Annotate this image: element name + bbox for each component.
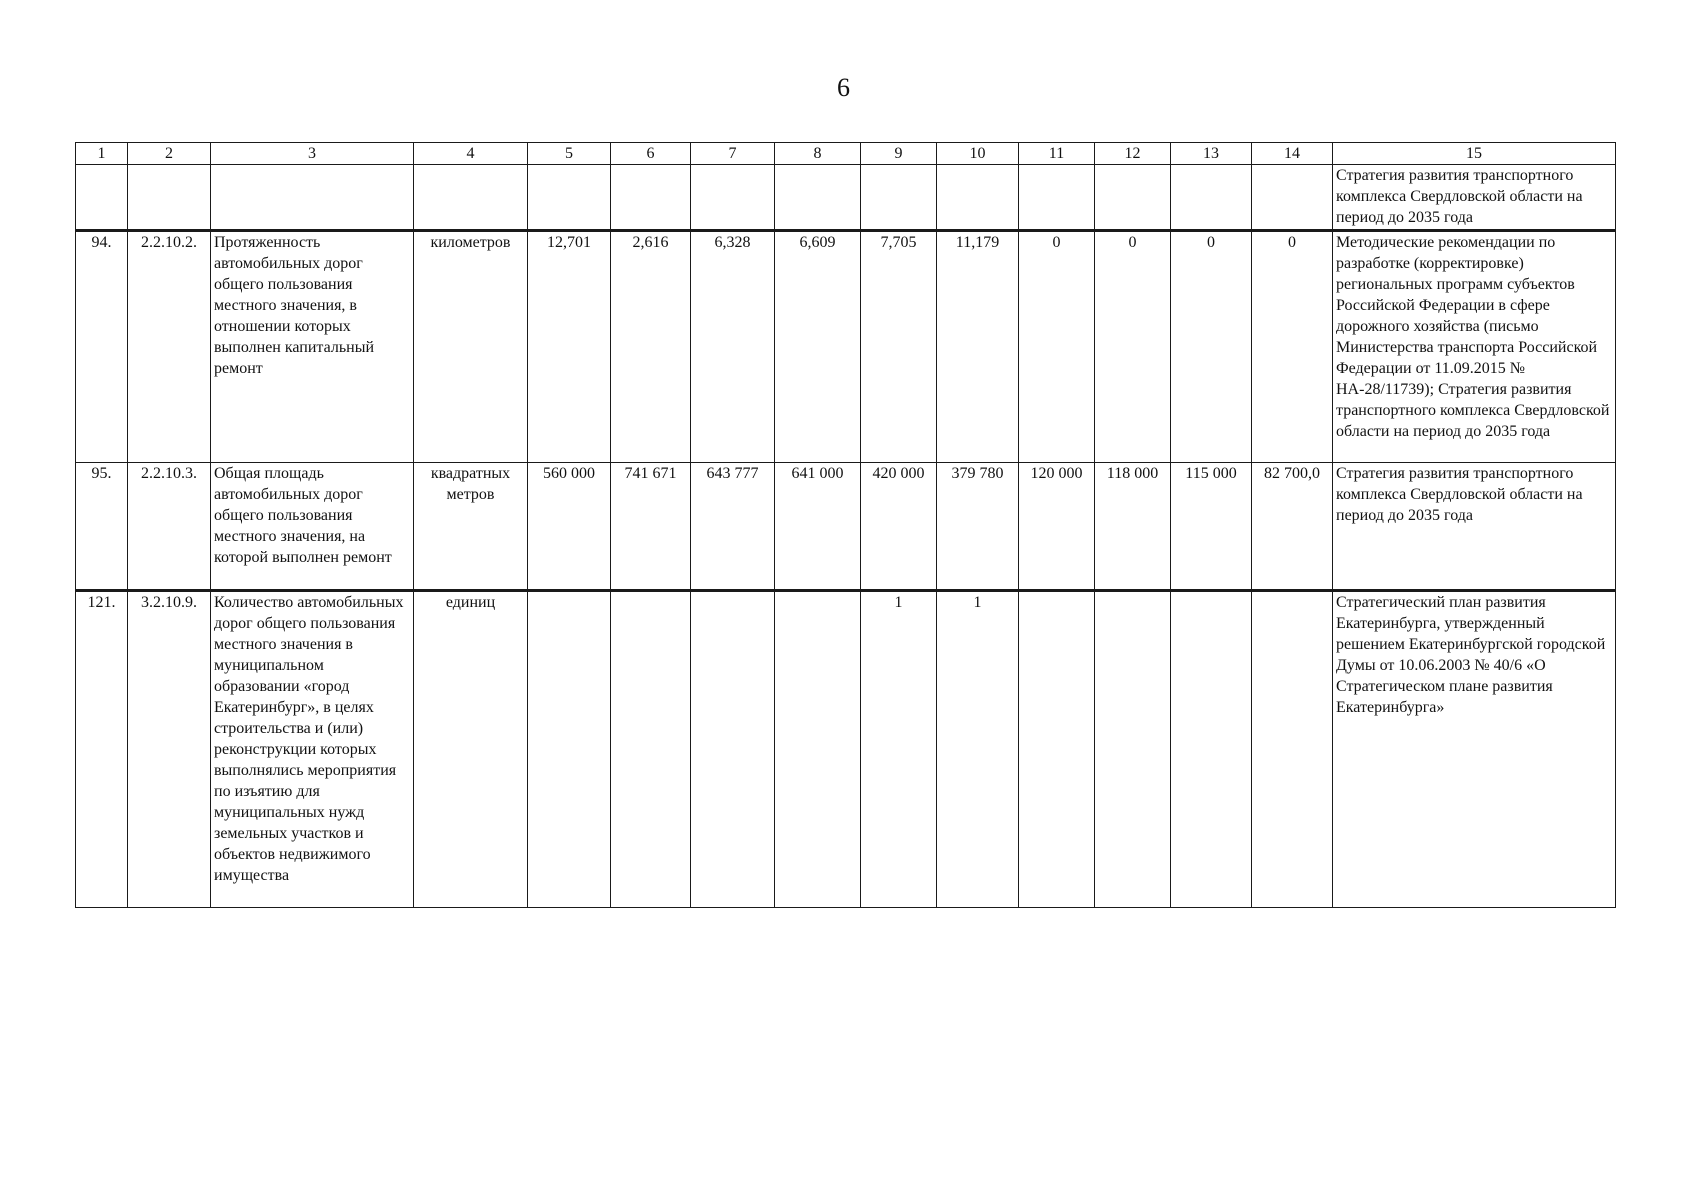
value-cell: 1 <box>861 591 937 908</box>
value-cell: 6,609 <box>775 231 861 463</box>
indicator-code: 2.2.10.2. <box>128 231 211 463</box>
value-cell: 11,179 <box>937 231 1019 463</box>
value-cell: 560 000 <box>528 463 611 591</box>
value-cell: 643 777 <box>691 463 775 591</box>
value-cell <box>691 591 775 908</box>
value-cell <box>1171 165 1252 231</box>
value-cell <box>937 165 1019 231</box>
row-number <box>76 165 128 231</box>
column-header: 9 <box>861 143 937 165</box>
column-header: 1 <box>76 143 128 165</box>
value-cell <box>1252 591 1333 908</box>
value-cell <box>861 165 937 231</box>
value-cell: 741 671 <box>611 463 691 591</box>
value-cell: 82 700,0 <box>1252 463 1333 591</box>
value-cell: 115 000 <box>1171 463 1252 591</box>
value-cell: 7,705 <box>861 231 937 463</box>
value-cell <box>775 591 861 908</box>
indicator-name: Протяженность автомобильных дорог общего пользования местного значения, в отношении которых выполнен капитальный ремонт <box>211 231 414 463</box>
value-cell <box>691 165 775 231</box>
column-header: 4 <box>414 143 528 165</box>
indicator-code: 3.2.10.9. <box>128 591 211 908</box>
page-number: 6 <box>837 73 850 102</box>
unit-cell: квадратных метров <box>414 463 528 591</box>
value-cell: 2,616 <box>611 231 691 463</box>
source-document: Стратегия развития транспортного комплекса Свердловской области на период до 2035 года <box>1333 463 1616 591</box>
value-cell: 0 <box>1019 231 1095 463</box>
source-document: Стратегический план развития Екатеринбурга, утвержденный решением Екатеринбургской городской Думы от 10.06.2003 № 40/6 «О Стратегическом плане развития Екатеринбурга» <box>1333 591 1616 908</box>
column-numbers-row <box>76 143 1616 165</box>
indicator-code: 2.2.10.3. <box>128 463 211 591</box>
value-cell <box>1019 591 1095 908</box>
source-document: Методические рекомендации по разработке (корректировке) региональных программ субъектов Российской Федерации в сфере дорожного хозяйства (письмо Министерства транспорта Российской Федерации от 11.09.2015 № НА-28/11739); Стратегия развития транспортного комплекса Свердловской области на период до 2035 года <box>1333 231 1616 463</box>
value-cell <box>528 165 611 231</box>
value-cell <box>1095 591 1171 908</box>
value-cell: 120 000 <box>1019 463 1095 591</box>
value-cell: 12,701 <box>528 231 611 463</box>
table-row <box>76 165 1616 231</box>
indicator-name: Количество автомобильных дорог общего пользования местного значения в муниципальном образовании «город Екатеринбург», в целях строительства и (или) реконструкции которых выполнялись мероприятия по изъятию для муниципальных нужд земельных участков и объектов недвижимого имущества <box>211 591 414 908</box>
value-cell: 118 000 <box>1095 463 1171 591</box>
value-cell: 0 <box>1095 231 1171 463</box>
value-cell <box>1171 591 1252 908</box>
column-header: 10 <box>937 143 1019 165</box>
value-cell: 420 000 <box>861 463 937 591</box>
row-number: 121. <box>76 591 128 908</box>
value-cell <box>775 165 861 231</box>
column-header: 12 <box>1095 143 1171 165</box>
value-cell <box>1019 165 1095 231</box>
column-header: 13 <box>1171 143 1252 165</box>
value-cell: 1 <box>937 591 1019 908</box>
column-header: 15 <box>1333 143 1616 165</box>
unit-cell: километров <box>414 231 528 463</box>
column-header: 6 <box>611 143 691 165</box>
value-cell <box>1095 165 1171 231</box>
unit-cell: единиц <box>414 591 528 908</box>
value-cell: 0 <box>1252 231 1333 463</box>
value-cell: 641 000 <box>775 463 861 591</box>
table-row <box>76 463 1616 591</box>
indicator-name: Общая площадь автомобильных дорог общего пользования местного значения, на которой выполнен ремонт <box>211 463 414 591</box>
value-cell <box>611 591 691 908</box>
row-number: 95. <box>76 463 128 591</box>
table-row <box>76 591 1616 908</box>
column-header: 2 <box>128 143 211 165</box>
value-cell: 6,328 <box>691 231 775 463</box>
value-cell <box>611 165 691 231</box>
column-header: 3 <box>211 143 414 165</box>
value-cell <box>528 591 611 908</box>
value-cell: 379 780 <box>937 463 1019 591</box>
column-header: 11 <box>1019 143 1095 165</box>
indicators-table <box>75 142 1616 908</box>
column-header: 5 <box>528 143 611 165</box>
value-cell: 0 <box>1171 231 1252 463</box>
source-document: Стратегия развития транспортного комплекса Свердловской области на период до 2035 года <box>1333 165 1616 231</box>
column-header: 14 <box>1252 143 1333 165</box>
row-number: 94. <box>76 231 128 463</box>
indicator-code <box>128 165 211 231</box>
value-cell <box>1252 165 1333 231</box>
table-row <box>76 231 1616 463</box>
column-header: 8 <box>775 143 861 165</box>
indicator-name <box>211 165 414 231</box>
column-header: 7 <box>691 143 775 165</box>
unit-cell <box>414 165 528 231</box>
